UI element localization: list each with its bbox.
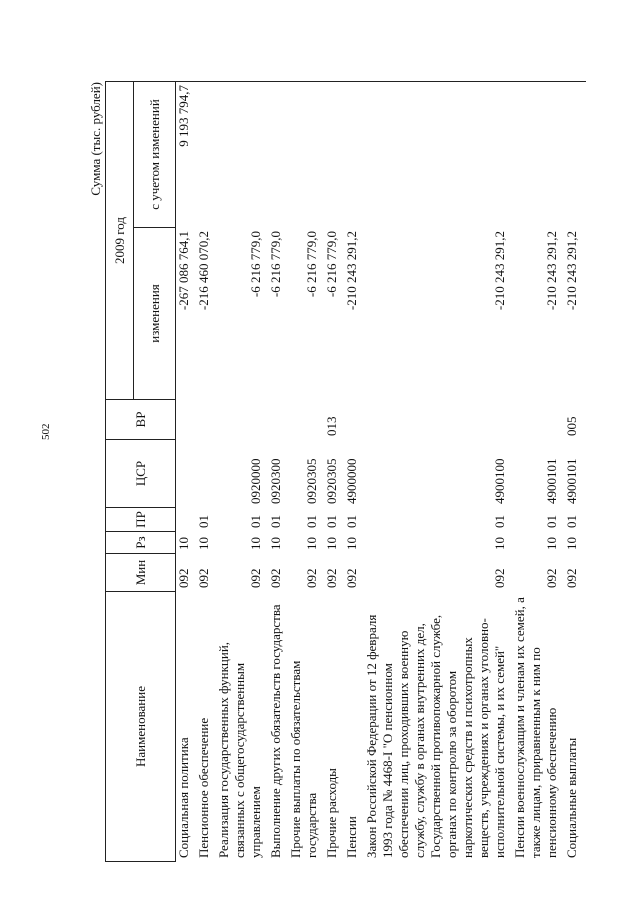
cell-vr: 013 xyxy=(324,416,339,436)
header-min: Мин xyxy=(106,554,176,592)
cell-rz: 10 xyxy=(248,537,263,550)
cell-min: 092 xyxy=(176,568,191,588)
cell-rz: 10 xyxy=(564,537,579,550)
cell-pr: 01 xyxy=(324,515,339,528)
cell-changes: -210 243 291,2 xyxy=(492,231,507,311)
cell-min: 092 xyxy=(344,568,359,588)
cell-name: Реализация государственных функций, связанных с общегосударственным управлением xyxy=(216,641,263,858)
cell-changes: -6 216 779,0 xyxy=(268,231,283,298)
cell-rz: 10 xyxy=(268,537,283,550)
cell-rz: 10 xyxy=(344,537,359,550)
header-pr: ПР xyxy=(106,508,176,532)
cell-pr: 01 xyxy=(268,515,283,528)
cell-csr: 0920300 xyxy=(268,458,283,504)
cell-vr xyxy=(344,400,364,440)
table-row xyxy=(288,82,324,862)
cell-rz: 10 xyxy=(492,537,507,550)
cell-rz: 10 xyxy=(176,537,191,550)
table-row xyxy=(512,82,564,862)
cell-with-changes xyxy=(364,82,512,228)
cell-min: 092 xyxy=(268,568,283,588)
cell-changes: -6 216 779,0 xyxy=(324,231,339,298)
cell-changes: -210 243 291,2 xyxy=(544,231,559,311)
cell-with-changes xyxy=(344,82,364,228)
cell-name: Социальные выплаты xyxy=(564,737,579,858)
cell-changes: -6 216 779,0 xyxy=(304,231,319,298)
cell-rz: 10 xyxy=(196,537,211,550)
cell-name: Прочие выплаты по обязательствам государства xyxy=(288,660,319,858)
cell-vr xyxy=(268,400,288,440)
cell-name: Выполнение других обязательств государства xyxy=(268,604,283,858)
cell-csr xyxy=(196,440,216,508)
table-row xyxy=(196,82,216,862)
cell-rz: 10 xyxy=(544,537,559,550)
cell-with-changes xyxy=(196,82,216,228)
cell-csr: 0920305 xyxy=(304,458,319,504)
cell-changes: -210 243 291,2 xyxy=(564,231,579,311)
cell-name: Прочие расходы xyxy=(324,768,339,858)
page-number: 502 xyxy=(40,423,52,440)
cell-pr: 01 xyxy=(196,515,211,528)
cell-pr: 01 xyxy=(564,515,579,528)
cell-min: 092 xyxy=(304,568,319,588)
cell-with-changes xyxy=(268,82,288,228)
table-row xyxy=(364,82,512,862)
cell-csr: 0920305 xyxy=(324,458,339,504)
table-row xyxy=(324,82,344,862)
cell-name: Социальная политика xyxy=(176,737,191,858)
cell-csr: 4900100 xyxy=(492,458,507,504)
cell-name: Закон Российской Федерации от 12 февраля 1993 года № 4468-I "О пенсионном обеспечении лиц, проходивших военную службу, службу в органах внутренних дел, Государственной противопожарной службе, органах по контролю за оборотом наркотических средств и психотропных веществ, учреждениях и органах уголовно-исполнительной системы, и их семей" xyxy=(364,614,507,858)
table-row xyxy=(216,82,268,862)
cell-with-changes xyxy=(564,82,586,228)
cell-min: 092 xyxy=(564,568,579,588)
table-row xyxy=(176,82,196,862)
cell-name: Пенсии xyxy=(344,816,359,858)
table-header xyxy=(105,81,176,862)
cell-pr: 01 xyxy=(544,515,559,528)
cell-rz: 10 xyxy=(324,537,339,550)
cell-changes: -210 243 291,2 xyxy=(344,231,359,311)
cell-min: 092 xyxy=(492,568,507,588)
cell-rz: 10 xyxy=(304,537,319,550)
header-vr: ВР xyxy=(106,400,176,440)
cell-min: 092 xyxy=(196,568,211,588)
cell-csr: 0920000 xyxy=(248,458,263,504)
cell-csr: 4900000 xyxy=(344,458,359,504)
cell-changes: -267 086 764,1 xyxy=(176,231,191,311)
table-row xyxy=(564,82,586,862)
budget-table-rotated xyxy=(88,82,586,862)
header-rz: Рз xyxy=(106,532,176,554)
table-row xyxy=(344,82,364,862)
cell-with-changes xyxy=(324,82,344,228)
cell-name: Пенсии военнослужащим и членам их семей, а также лицам, приравненным к ним по пенсионному обеспечению xyxy=(512,597,559,858)
cell-pr: 01 xyxy=(492,515,507,528)
cell-vr xyxy=(196,400,216,440)
header-name: Наименование xyxy=(106,592,176,862)
units-caption: Сумма (тыс. рублей) xyxy=(88,82,103,196)
cell-csr xyxy=(176,440,196,508)
table-body xyxy=(176,81,586,862)
cell-pr: 01 xyxy=(304,515,319,528)
cell-pr: 01 xyxy=(344,515,359,528)
header-year: 2009 год xyxy=(106,82,134,400)
cell-with-changes xyxy=(512,82,564,228)
cell-with-changes xyxy=(216,82,268,228)
header-with-changes: с учетом изменений xyxy=(134,82,176,228)
cell-changes: -216 460 070,2 xyxy=(196,231,211,311)
cell-vr xyxy=(216,400,268,440)
cell-vr xyxy=(364,400,512,440)
cell-changes: -6 216 779,0 xyxy=(248,231,263,298)
cell-vr xyxy=(288,400,324,440)
cell-vr: 005 xyxy=(564,416,579,436)
cell-pr: 01 xyxy=(248,515,263,528)
cell-pr xyxy=(176,508,196,532)
cell-min: 092 xyxy=(248,568,263,588)
cell-vr xyxy=(512,400,564,440)
cell-min: 092 xyxy=(324,568,339,588)
cell-with-changes xyxy=(288,82,324,228)
cell-csr: 4900101 xyxy=(564,458,579,504)
cell-name: Пенсионное обеспечение xyxy=(196,717,211,858)
cell-min: 092 xyxy=(544,568,559,588)
cell-csr: 4900101 xyxy=(544,458,559,504)
cell-vr xyxy=(176,400,196,440)
cell-with-changes: 9 193 794,7 xyxy=(176,85,191,147)
header-changes: изменения xyxy=(134,228,176,400)
header-csr: ЦСР xyxy=(106,440,176,508)
table-row xyxy=(268,82,288,862)
